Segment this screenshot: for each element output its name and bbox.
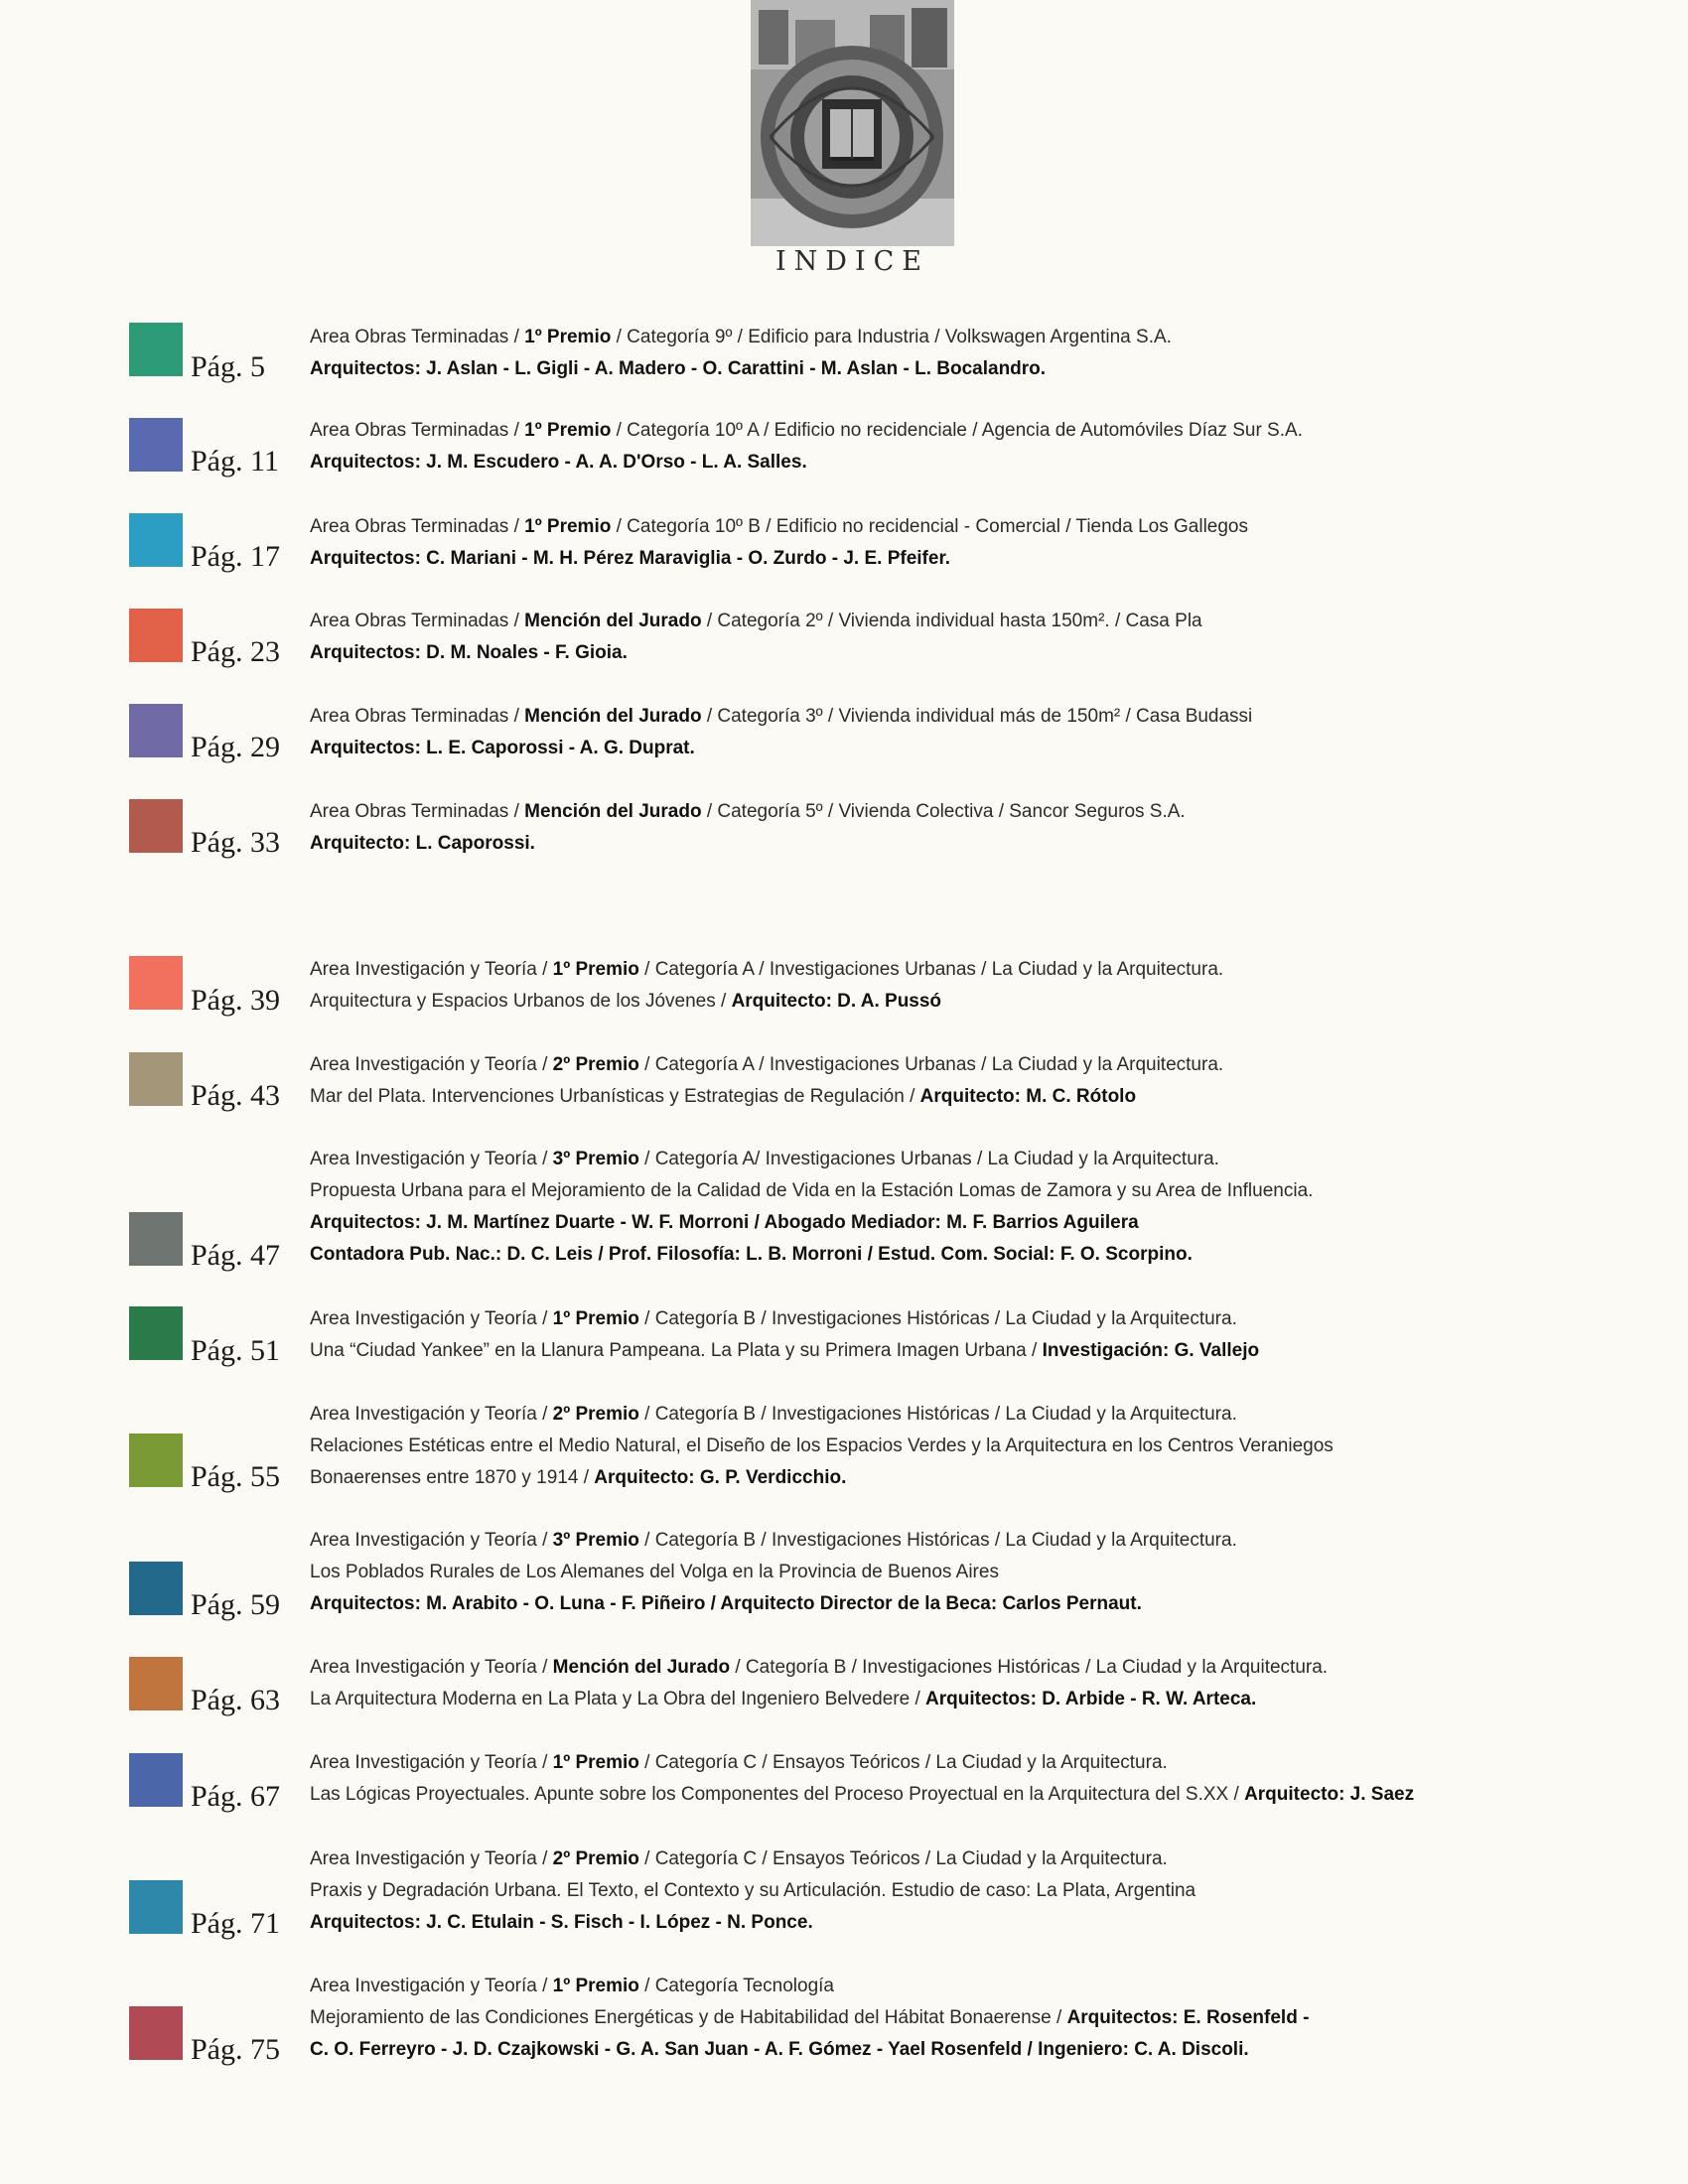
- page-number[interactable]: Pág. 43: [191, 1079, 280, 1112]
- entry-text: Una “Ciudad Yankee” en la Llanura Pampeana. La Plata y su Primera Imagen Urbana /: [310, 1340, 1043, 1361]
- entry-bold-text: Mención del Jurado: [524, 801, 702, 822]
- entry-text: Area Investigación y Teoría /: [310, 1149, 553, 1169]
- color-swatch: [129, 799, 183, 853]
- entry-bold-text: 1º Premio: [552, 959, 639, 980]
- entry-text: Area Investigación y Teoría /: [310, 1308, 553, 1329]
- page-title: INDICE: [775, 246, 929, 277]
- entry-line: [310, 322, 1172, 353]
- entry-line: [310, 1747, 1168, 1779]
- entry-line: [310, 1144, 1219, 1175]
- entry-line: [310, 543, 950, 575]
- entry-bold-text: Investigación: G. Vallejo: [1042, 1340, 1260, 1361]
- entry-text: Arquitectura y Espacios Urbanos de los Jóvenes /: [310, 991, 732, 1012]
- entry-line: [310, 1525, 1237, 1557]
- color-swatch: [129, 1753, 183, 1807]
- entry-text: / Categoría A / Investigaciones Urbanas / La Ciudad y la Arquitectura.: [638, 959, 1224, 980]
- page-number[interactable]: Pág. 63: [191, 1684, 280, 1716]
- entry-text: Area Obras Terminadas /: [310, 420, 525, 441]
- entry-text: / Categoría 9º / Edificio para Industria / Volkswagen Argentina S.A.: [611, 327, 1172, 347]
- entry-line: [310, 1684, 1256, 1715]
- page-number[interactable]: Pág. 29: [191, 731, 280, 763]
- entry-line: [310, 606, 1202, 637]
- entry-bold-text: 1º Premio: [524, 516, 612, 537]
- entry-line: [310, 1971, 834, 2002]
- entry-line: [310, 447, 807, 478]
- entry-bold-text: 1º Premio: [552, 1752, 639, 1773]
- entry-bold-text: Mención del Jurado: [552, 1657, 731, 1678]
- page-number[interactable]: Pág. 11: [191, 445, 279, 478]
- entry-text: Area Investigación y Teoría /: [310, 1848, 553, 1869]
- page-number[interactable]: Pág. 59: [191, 1588, 280, 1621]
- entry-text: / Categoría A/ Investigaciones Urbanas / La Ciudad y la Arquitectura.: [638, 1149, 1219, 1169]
- entry-text: Mejoramiento de las Condiciones Energéticas y de Habitabilidad del Hábitat Bonaerense /: [310, 2007, 1067, 2028]
- entry-line: [310, 1557, 999, 1588]
- page-number[interactable]: Pág. 23: [191, 635, 280, 668]
- entry-text: / Categoría B / Investigaciones Históricas / La Ciudad y la Arquitectura.: [638, 1404, 1237, 1425]
- entry-line: [310, 1462, 846, 1494]
- entry-text: Praxis y Degradación Urbana. El Texto, el Contexto y su Articulación. Estudio de caso: La Plata, Argentina: [310, 1880, 1196, 1901]
- entry-text: / Categoría 5º / Vivienda Colectiva / Sancor Seguros S.A.: [701, 801, 1186, 822]
- entry-text: La Arquitectura Moderna en La Plata y La Obra del Ingeniero Belvedere /: [310, 1689, 926, 1709]
- entry-text: / Categoría 2º / Vivienda individual hasta 150m². / Casa Pla: [701, 611, 1202, 631]
- entry-bold-text: 3º Premio: [552, 1149, 639, 1169]
- page-number[interactable]: Pág. 75: [191, 2033, 280, 2066]
- page-number[interactable]: Pág. 51: [191, 1334, 280, 1367]
- color-swatch: [129, 956, 183, 1010]
- color-swatch: [129, 1880, 183, 1934]
- entry-bold-text: Mención del Jurado: [524, 706, 702, 727]
- entry-line: [310, 2002, 1309, 2034]
- entry-text: / Categoría Tecnología: [638, 1976, 834, 1996]
- entry-line: [310, 1431, 1334, 1462]
- entry-bold-text: 1º Premio: [524, 420, 612, 441]
- entry-text: Area Investigación y Teoría /: [310, 1404, 553, 1425]
- color-swatch: [129, 1657, 183, 1710]
- page-number[interactable]: Pág. 71: [191, 1907, 280, 1940]
- entry-text: Area Investigación y Teoría /: [310, 1657, 553, 1678]
- entry-bold-text: Arquitectos: M. Arabito - O. Luna - F. Piñeiro / Arquitecto Director de la Beca: Carlos Pernaut.: [310, 1593, 1142, 1614]
- entry-bold-text: Contadora Pub. Nac.: D. C. Leis / Prof. Filosofía: L. B. Morroni / Estud. Com. Social: F. O. Scorpino.: [310, 1244, 1193, 1265]
- entry-text: / Categoría B / Investigaciones Históricas / La Ciudad y la Arquitectura.: [638, 1530, 1237, 1551]
- color-swatch: [129, 323, 183, 376]
- entry-bold-text: Arquitecto: D. A. Pussó: [731, 991, 942, 1012]
- entry-text: Bonaerenses entre 1870 y 1914 /: [310, 1467, 595, 1488]
- color-swatch: [129, 1052, 183, 1106]
- entry-bold-text: 1º Premio: [552, 1976, 639, 1996]
- entry-bold-text: Arquitectos: J. M. Escudero - A. A. D'Orso - L. A. Salles.: [310, 452, 807, 473]
- entry-text: / Categoría B / Investigaciones Históricas / La Ciudad y la Arquitectura.: [730, 1657, 1329, 1678]
- spherical-mirror-engraving-icon: [751, 0, 954, 246]
- entry-line: [310, 1207, 1139, 1239]
- entry-text: / Categoría 10º B / Edificio no recidencial - Comercial / Tienda Los Gallegos: [611, 516, 1248, 537]
- entry-line: [310, 1588, 1142, 1620]
- entry-text: / Categoría C / Ensayos Teóricos / La Ciudad y la Arquitectura.: [638, 1752, 1168, 1773]
- color-swatch: [129, 704, 183, 757]
- entry-text: Area Obras Terminadas /: [310, 611, 525, 631]
- entry-bold-text: 2º Premio: [552, 1404, 639, 1425]
- page-number[interactable]: Pág. 33: [191, 826, 280, 859]
- entry-line: [310, 796, 1186, 828]
- entry-bold-text: Arquitecto: M. C. Rótolo: [919, 1086, 1137, 1107]
- page-number[interactable]: Pág. 47: [191, 1239, 280, 1272]
- entry-bold-text: Arquitecto: L. Caporossi.: [310, 833, 535, 854]
- entry-line: [310, 415, 1303, 447]
- entry-line: [310, 828, 535, 860]
- entry-text: Area Obras Terminadas /: [310, 706, 525, 727]
- page-number[interactable]: Pág. 55: [191, 1460, 280, 1493]
- entry-bold-text: Arquitectos: J. M. Martínez Duarte - W. F. Morroni / Abogado Mediador: M. F. Barrios Aguilera: [310, 1212, 1139, 1233]
- entry-bold-text: Arquitectos: E. Rosenfeld -: [1066, 2007, 1310, 2028]
- entry-text: / Categoría C / Ensayos Teóricos / La Ciudad y la Arquitectura.: [638, 1848, 1168, 1869]
- entry-text: / Categoría A / Investigaciones Urbanas / La Ciudad y la Arquitectura.: [638, 1054, 1224, 1075]
- entry-line: [310, 701, 1252, 733]
- entry-line: [310, 1843, 1168, 1875]
- entry-line: [310, 986, 941, 1018]
- color-swatch: [129, 513, 183, 567]
- entry-text: Area Obras Terminadas /: [310, 516, 525, 537]
- color-swatch: [129, 1212, 183, 1266]
- page-number[interactable]: Pág. 5: [191, 350, 265, 383]
- entry-text: / Categoría 3º / Vivienda individual más de 150m² / Casa Budassi: [701, 706, 1253, 727]
- entry-line: [310, 1652, 1328, 1684]
- entry-line: [310, 1049, 1223, 1081]
- entry-line: [310, 954, 1223, 986]
- entry-text: Los Poblados Rurales de Los Alemanes del Volga en la Provincia de Buenos Aires: [310, 1562, 999, 1582]
- color-swatch: [129, 1433, 183, 1487]
- entry-line: [310, 1779, 1414, 1811]
- entry-line: [310, 1399, 1237, 1431]
- entry-bold-text: Arquitectos: D. M. Noales - F. Gioia.: [310, 642, 628, 663]
- entry-line: [310, 1239, 1193, 1271]
- entry-line: [310, 1081, 1136, 1113]
- entry-text: Area Investigación y Teoría /: [310, 1530, 553, 1551]
- entry-line: [310, 1907, 813, 1939]
- entry-bold-text: 2º Premio: [552, 1054, 639, 1075]
- entry-bold-text: Arquitectos: D. Arbide - R. W. Arteca.: [925, 1689, 1257, 1709]
- entry-bold-text: Mención del Jurado: [524, 611, 702, 631]
- page-number[interactable]: Pág. 67: [191, 1780, 280, 1813]
- entry-bold-text: 3º Premio: [552, 1530, 639, 1551]
- entry-text: / Categoría 10º A / Edificio no recidenciale / Agencia de Automóviles Díaz Sur S.A.: [611, 420, 1303, 441]
- entry-line: [310, 637, 628, 669]
- entry-bold-text: 2º Premio: [552, 1848, 639, 1869]
- color-swatch: [129, 609, 183, 662]
- entry-line: [310, 1875, 1196, 1907]
- entry-line: [310, 1335, 1259, 1367]
- entry-bold-text: C. O. Ferreyro - J. D. Czajkowski - G. A. San Juan - A. F. Gómez - Yael Rosenfeld / Ingeniero: C. A. Discoli.: [310, 2039, 1249, 2060]
- color-swatch: [129, 1562, 183, 1615]
- entry-text: / Categoría B / Investigaciones Históricas / La Ciudad y la Arquitectura.: [638, 1308, 1237, 1329]
- entry-bold-text: Arquitecto: J. Saez: [1244, 1784, 1415, 1805]
- entry-bold-text: Arquitectos: J. Aslan - L. Gigli - A. Madero - O. Carattini - M. Aslan - L. Bocalandro.: [310, 358, 1047, 379]
- entry-text: Propuesta Urbana para el Mejoramiento de la Calidad de Vida en la Estación Lomas de Zamora y su Area de Influencia.: [310, 1180, 1314, 1201]
- entry-bold-text: Arquitectos: L. E. Caporossi - A. G. Duprat.: [310, 738, 695, 758]
- entry-bold-text: Arquitecto: G. P. Verdicchio.: [594, 1467, 847, 1488]
- entry-line: [310, 511, 1248, 543]
- entry-text: Area Investigación y Teoría /: [310, 1752, 553, 1773]
- entry-text: Relaciones Estéticas entre el Medio Natural, el Diseño de los Espacios Verdes y la Arquitectura en los Centros Veraniegos: [310, 1435, 1334, 1456]
- entry-line: [310, 353, 1046, 385]
- entry-text: Area Investigación y Teoría /: [310, 959, 553, 980]
- entry-text: Area Investigación y Teoría /: [310, 1054, 553, 1075]
- color-swatch: [129, 2006, 183, 2060]
- entry-text: Mar del Plata. Intervenciones Urbanísticas y Estrategias de Regulación /: [310, 1086, 920, 1107]
- entry-line: [310, 2034, 1249, 2066]
- entry-bold-text: 1º Premio: [524, 327, 612, 347]
- entry-text: Area Obras Terminadas /: [310, 801, 525, 822]
- page-number[interactable]: Pág. 39: [191, 984, 280, 1017]
- entry-line: [310, 733, 695, 764]
- entry-text: Area Investigación y Teoría /: [310, 1976, 553, 1996]
- entry-text: Las Lógicas Proyectuales. Apunte sobre los Componentes del Proceso Proyectual en la Arquitectura del S.XX /: [310, 1784, 1245, 1805]
- entry-text: Area Obras Terminadas /: [310, 327, 525, 347]
- entry-bold-text: Arquitectos: J. C. Etulain - S. Fisch - I. López - N. Ponce.: [310, 1912, 813, 1933]
- entry-bold-text: Arquitectos: C. Mariani - M. H. Pérez Maraviglia - O. Zurdo - J. E. Pfeifer.: [310, 548, 951, 569]
- entry-line: [310, 1175, 1313, 1207]
- color-swatch: [129, 1306, 183, 1360]
- entry-bold-text: 1º Premio: [552, 1308, 639, 1329]
- entry-line: [310, 1303, 1237, 1335]
- page-number[interactable]: Pág. 17: [191, 540, 280, 573]
- color-swatch: [129, 418, 183, 472]
